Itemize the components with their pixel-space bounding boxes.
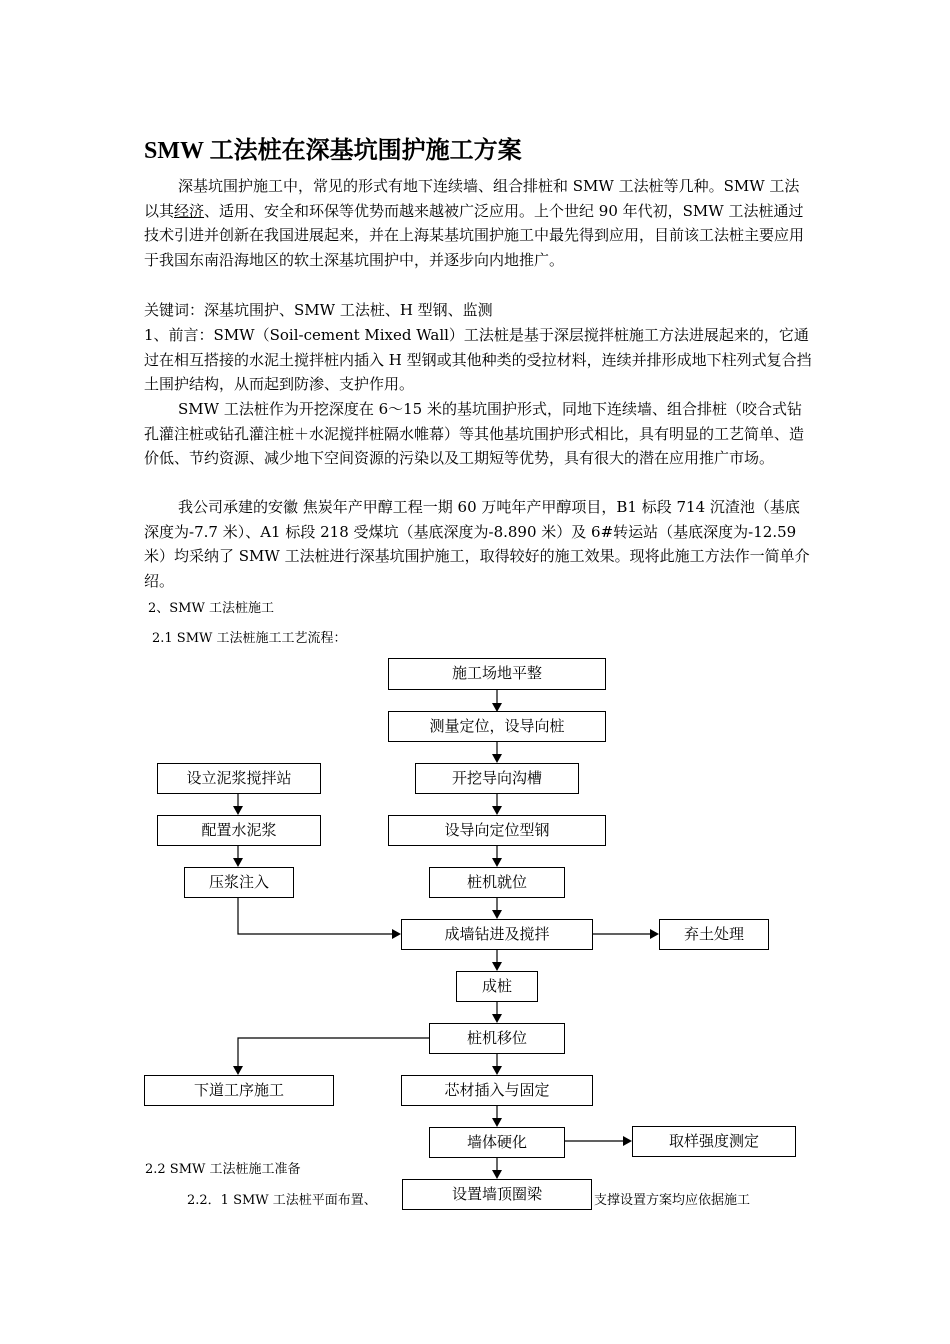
section1-project: 我公司承建的安徽 焦炭年产甲醇工程一期 60 万吨年产甲醇项目，B1 标段 714 沉渣池（基底深度为-7.7 米）、A1 标段 218 受煤坑（基底深度为-8.890 米）及 6#转运站（基底深度为-12.59 米）均采纳了 SMW 工法桩进行深基坑围护施工，取得较好的施工效果。现将此施工方法作一简单介绍。 <box>144 498 810 590</box>
flow-step-guide-steel: 设导向定位型钢 <box>388 815 606 846</box>
section1-preface: 1、前言：SMW（Soil-cement Mixed Wall）工法桩是基于深层搅拌桩施工方法进展起来的，它通过在相互搭接的水泥土搅拌桩内插入 H 型钢或其他种类的受拉材料，连续并排形成地下柱列式复合挡土围护结构，从而起到防渗、支护作用。 <box>144 326 812 393</box>
flow-step-drill-and-mix: 成墙钻进及搅拌 <box>401 919 593 950</box>
page-title: SMW 工法桩在深基坑围护施工方案 <box>144 138 522 164</box>
flow-step-wall-hardening: 墙体硬化 <box>429 1127 565 1158</box>
section221-text-left: 2.2．1 SMW 工法桩平面布置、 <box>187 1193 377 1208</box>
flow-step-rig-move: 桩机移位 <box>429 1023 565 1054</box>
flow-side-next-process: 下道工序施工 <box>144 1075 334 1106</box>
flow-step-survey-positioning: 测量定位，设导向桩 <box>388 711 606 742</box>
flow-step-rig-in-position: 桩机就位 <box>429 867 565 898</box>
section1-comparison: SMW 工法桩作为开挖深度在 6～15 米的基坑围护形式，同地下连续墙、组合排桩（咬合式钻孔灌注桩或钻孔灌注桩＋水泥搅拌桩隔水帷幕）等其他基坑围护形式相比，具有明显的工艺简单、造价低、节约资源、减少地下空间资源的污染以及工期短等优势，具有很大的潜在应用推广市场。 <box>144 400 805 467</box>
keywords: 关键词：深基坑围护、SMW 工法桩、H 型钢、监测 <box>144 301 493 319</box>
flow-step-site-leveling: 施工场地平整 <box>388 658 606 690</box>
intro-text-b: 、适用、安全和环保等优势而越来越被广泛应用。上个世纪 90 年代初，SMW 工法桩通过技术引进并创新在我国进展起来，并在上海某基坑围护施工中最先得到应用，目前该工法桩主要应用于我国东南沿海地区的软土深基坑围护中，并逐步向内地推广。 <box>144 201 805 269</box>
section22-heading: 2.2 SMW 工法桩施工准备 <box>145 1162 301 1177</box>
flow-step-pile-formed: 成桩 <box>456 971 538 1002</box>
flow-left-cement-slurry: 配置水泥浆 <box>157 815 321 846</box>
section21-heading: 2.1 SMW 工法桩施工工艺流程： <box>152 631 347 646</box>
section221-text-right: 支撑设置方案均应依据施工 <box>594 1193 751 1208</box>
flow-step-top-ring-beam: 设置墙顶圈梁 <box>402 1179 592 1210</box>
flow-left-mud-station: 设立泥浆搅拌站 <box>157 763 321 794</box>
flow-step-dig-guide-trench: 开挖导向沟槽 <box>415 763 579 794</box>
flow-step-insert-core: 芯材插入与固定 <box>401 1075 593 1106</box>
section2-heading: 2、SMW 工法桩施工 <box>148 601 274 616</box>
flow-side-strength-test: 取样强度测定 <box>632 1126 796 1157</box>
intro-text-a: 深基坑围护施工中，常见的形式有地下连续墙、组合排桩和 SMW 工法桩等几种。SMW 工法以其 <box>144 177 800 220</box>
intro-link-economy[interactable]: 经济 <box>174 201 205 220</box>
flow-left-grout-injection: 压浆注入 <box>184 867 294 898</box>
flow-side-waste-disposal: 弃土处理 <box>659 919 769 950</box>
